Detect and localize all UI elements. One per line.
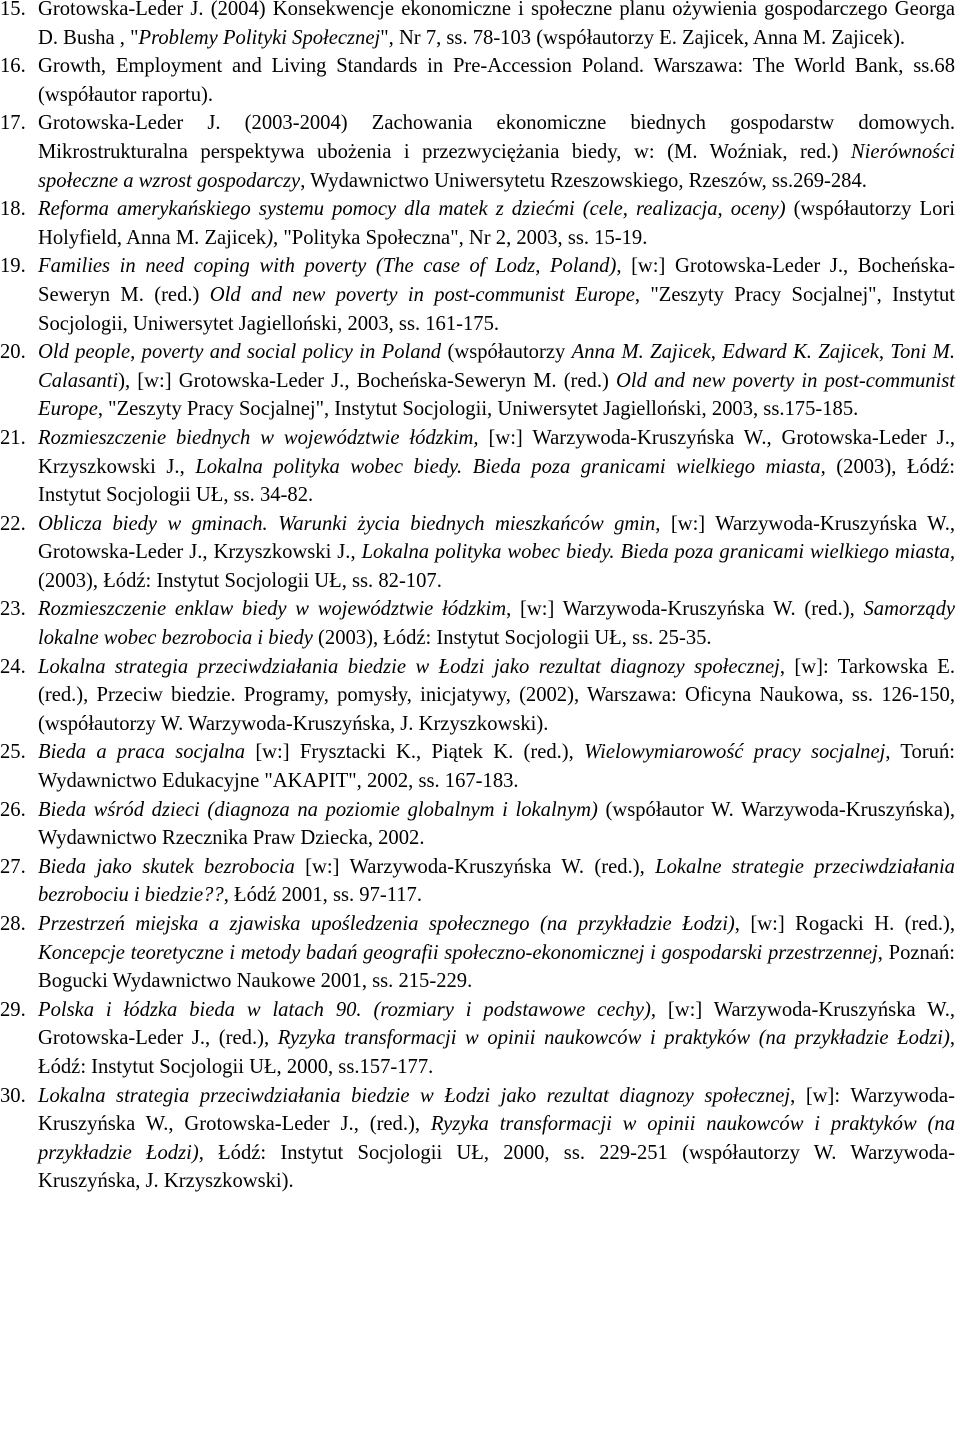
entry-text-segment: , [w:] Warzywoda-Kruszyńska W., Grotowska-Leder J., (red.), [38, 998, 955, 1050]
entry-title-italic: Samorządy lokalne wobec bezrobocia i biedy [38, 598, 956, 650]
entry-title-italic: Bieda a praca socjalna [38, 741, 246, 764]
entry-number: 17. [0, 112, 26, 135]
entry-title-italic: Anna M. Zajicek, Edward K. Zajicek, Toni M. Calasanti [38, 341, 955, 392]
bibliography-entry [0, 653, 955, 739]
bibliography-entry [0, 338, 955, 424]
entry-text [38, 1082, 955, 1196]
entry-number: 24. [0, 655, 26, 678]
entry-text-segment: ", Nr 7, ss. 78-103 (współautorzy E. Zajicek, Anna M. Zajicek). [380, 26, 906, 49]
entry-title-italic: Problemy Polityki Społecznej [138, 26, 381, 49]
entry-number: 30. [0, 1084, 26, 1107]
entry-text-segment: , Łódź: Instytut Socjologii UŁ, 2000, ss.157-177. [38, 1027, 955, 1078]
entry-title-italic: Old people, poverty and social policy in Poland [38, 341, 442, 364]
entry-text-segment: , [w:] Warzywoda-Kruszyńska W. (red.), [506, 598, 864, 621]
entry-title-italic: Families in need coping with poverty (The case of Lodz, Poland) [38, 255, 617, 278]
entry-text [38, 853, 955, 910]
entry-number: 22. [0, 512, 26, 535]
entry-text-segment: , "Zeszyty Pracy Socjalnej", Instytut Socjologii, Uniwersytet Jagielloński, 2003, ss.175-185. [97, 398, 859, 421]
bibliography-entry [0, 996, 955, 1082]
entry-number: 27. [0, 855, 26, 878]
entry-title-italic: Bieda wśród dzieci (diagnoza na poziomie globalnym i lokalnym) [38, 798, 598, 821]
entry-title-italic: Nierówności społeczne a wzrost gospodarczy [38, 140, 955, 192]
entry-number: 18. [0, 198, 26, 221]
entry-text-segment: Grotowska-Leder J. (2004) Konsekwencje ekonomiczne i społeczne planu ożywienia gospodarczego Georga D. Busha , " [38, 0, 955, 49]
entry-number: 23. [0, 598, 26, 621]
entry-title-italic: Przestrzeń miejska a zjawiska upośledzenia społecznego (na przykładzie Łodzi) [38, 913, 735, 935]
entry-text [38, 738, 955, 795]
bibliography-entry [0, 595, 955, 652]
entry-text-segment: (2003), Łódź: Instytut Socjologii UŁ, ss. 82-107. [38, 569, 442, 592]
bibliography-entry [0, 510, 955, 596]
entry-number: 28. [0, 913, 26, 935]
entry-text [38, 195, 955, 252]
entry-text-segment: [w:] Frysztacki K., Piątek K. (red.), [245, 741, 585, 764]
entry-title-italic: Wielowymiarowość pracy socjalnej [584, 741, 886, 764]
entry-number: 21. [0, 426, 26, 449]
bibliography-entry [0, 910, 955, 996]
entry-text-segment: (współautorzy Lori Holyfield, Anna M. Zajicek [38, 198, 955, 249]
entry-text [38, 510, 955, 596]
entry-title-italic: Ryzyka transformacji w opinii naukowców i praktyków (na przykładzie Łodzi) [277, 1027, 950, 1050]
entry-title-italic: Lokalne strategie przeciwdziałania bezrobociu i biedzie?? [38, 855, 955, 907]
bibliography-entry [0, 252, 955, 338]
entry-title-italic: Oblicza biedy w gminach. Warunki życia biednych mieszkańców gmin [38, 512, 656, 535]
entry-text-segment: [w:] Warzywoda-Kruszyńska W. (red.), [294, 855, 656, 878]
entry-title-italic: Koncepcje teoretyczne i metody badań geografii społeczno-ekonomicznej i gospodarski przestrzennej [38, 941, 878, 964]
bibliography-entry [0, 52, 955, 109]
entry-text [38, 910, 955, 996]
entry-text-segment: (2003), Łódź: Instytut Socjologii UŁ, ss. 34-82. [38, 455, 955, 507]
entry-text-segment: , Wydawnictwo Uniwersytetu Rzeszowskiego, Rzeszów, ss.269-284. [300, 169, 867, 192]
entry-text-segment: (współautorzy [441, 341, 572, 364]
entry-text-segment: Grotowska-Leder J. (2003-2004) Zachowania ekonomiczne biednych gospodarstw domowych. Mikrostrukturalna perspektywa ubożenia i przezwyciężania biedy, w: (M. Woźniak, red.) [38, 112, 955, 163]
entry-text [38, 52, 955, 109]
entry-number: 20. [0, 341, 26, 364]
entry-text-segment: (współautor W. Warzywoda-Kruszyńska), Wydawnictwo Rzecznika Praw Dziecka, 2002. [38, 798, 955, 850]
entry-text-segment: (2003), Łódź: Instytut Socjologii UŁ, ss. 25-35. [312, 627, 712, 650]
bibliography-entry [0, 424, 955, 510]
entry-text-segment: , "Zeszyty Pracy Socjalnej", Instytut Socjologii, Uniwersytet Jagielloński, 2003, ss. 161-175. [38, 283, 955, 335]
entry-text-segment: , [w:] Rogacki H. (red.), [734, 913, 955, 935]
entry-text-segment: , [w:] Warzywoda-Kruszyńska W., Grotowska-Leder J., Krzyszkowski J., [38, 512, 956, 564]
entry-title-italic: Old and new poverty in post-communist Europe [38, 369, 955, 421]
entry-title-italic: Old and new poverty in post-communist Europe [209, 283, 635, 306]
entry-number: 25. [0, 741, 26, 764]
entry-title-italic: Ryzyka transformacji w opinii naukowców i praktyków (na przykładzie Łodzi) [38, 1113, 955, 1164]
entry-number: 19. [0, 255, 26, 278]
entry-text-segment: , [w:] Grotowska-Leder J., Bocheńska-Seweryn M. (red.) [38, 255, 956, 306]
entry-text-segment: , Toruń: Wydawnictwo Edukacyjne "AKAPIT", 2002, ss. 167-183. [38, 741, 956, 793]
entry-number: 29. [0, 998, 26, 1021]
entry-title-italic: Lokalna polityka wobec biedy. Bieda poza granicami wielkiego miasta, [195, 455, 826, 478]
entry-number: 16. [0, 55, 26, 78]
entry-title-italic: Lokalna polityka wobec biedy. Bieda poza granicami wielkiego miasta, [361, 541, 955, 564]
entry-text-segment: , Poznań: Bogucki Wydawnictwo Naukowe 2001, ss. 215-229. [38, 941, 955, 993]
entry-text [38, 996, 955, 1082]
entry-text [38, 252, 955, 338]
entry-title-italic: Lokalna strategia przeciwdziałania biedzie w Łodzi jako rezultat diagnozy społecznej [38, 1084, 791, 1107]
entry-text-segment: , [w]: Warzywoda-Kruszyńska W., Grotowska-Leder J., (red.), [38, 1084, 956, 1136]
entry-text [38, 109, 955, 195]
bibliography-entry [0, 796, 955, 853]
entry-text-segment: Growth, Employment and Living Standards in Pre-Accession Poland. Warszawa: The World Bank, ss.68 (współautor raportu). [38, 55, 955, 106]
entry-text [38, 0, 955, 52]
bibliography-entry [0, 0, 955, 52]
entry-text [38, 424, 955, 510]
entry-text-segment: , Łódź: Instytut Socjologii UŁ, 2000, ss. 229-251 (współautorzy W. Warzywoda-Kruszyńska, J. Krzyszkowski). [38, 1141, 956, 1193]
entry-text-segment: , [w]: Tarkowska E. (red.), Przeciw biedzie. Programy, pomysły, inicjatywy, (2002), Warszawa: Oficyna Naukowa, ss. 126-150, (współautorzy W. Warzywoda-Kruszyńska, J. Krzyszkowski). [38, 655, 955, 735]
entry-text-segment: , Łódź 2001, ss. 97-117. [223, 884, 422, 907]
entry-number: 15. [0, 0, 26, 20]
entry-text [38, 653, 955, 739]
entry-title-italic: Rozmieszczenie biednych w województwie łódzkim, [38, 426, 479, 449]
entry-title-italic: ), [266, 226, 279, 249]
bibliography-entry [0, 109, 955, 195]
entry-number: 26. [0, 798, 26, 821]
entry-text-segment: ), [w:] Grotowska-Leder J., Bocheńska-Seweryn M. (red.) [118, 369, 617, 392]
entry-text-segment: "Polityka Społeczna", Nr 2, 2003, ss. 15-19. [278, 226, 648, 249]
entry-text [38, 338, 955, 424]
entry-title-italic: Rozmieszczenie enklaw biedy w województwie łódzkim [38, 598, 507, 621]
entry-text [38, 796, 955, 853]
entry-text-segment: [w:] Warzywoda-Kruszyńska W., Grotowska-Leder J., Krzyszkowski J., [38, 426, 955, 478]
bibliography-entry [0, 738, 955, 795]
bibliography-entry [0, 195, 955, 252]
entry-text [38, 595, 955, 652]
entry-title-italic: Lokalna strategia przeciwdziałania biedzie w Łodzi jako rezultat diagnozy społecznej [38, 655, 780, 678]
bibliography-entry [0, 853, 955, 910]
entry-title-italic: Reforma amerykańskiego systemu pomocy dla matek z dziećmi (cele, realizacja, oceny) [38, 198, 786, 221]
entry-title-italic: Polska i łódzka bieda w latach 90. (rozmiary i podstawowe cechy) [38, 998, 651, 1021]
bibliography-entry [0, 1082, 955, 1196]
entry-title-italic: Bieda jako skutek bezrobocia [38, 855, 295, 878]
